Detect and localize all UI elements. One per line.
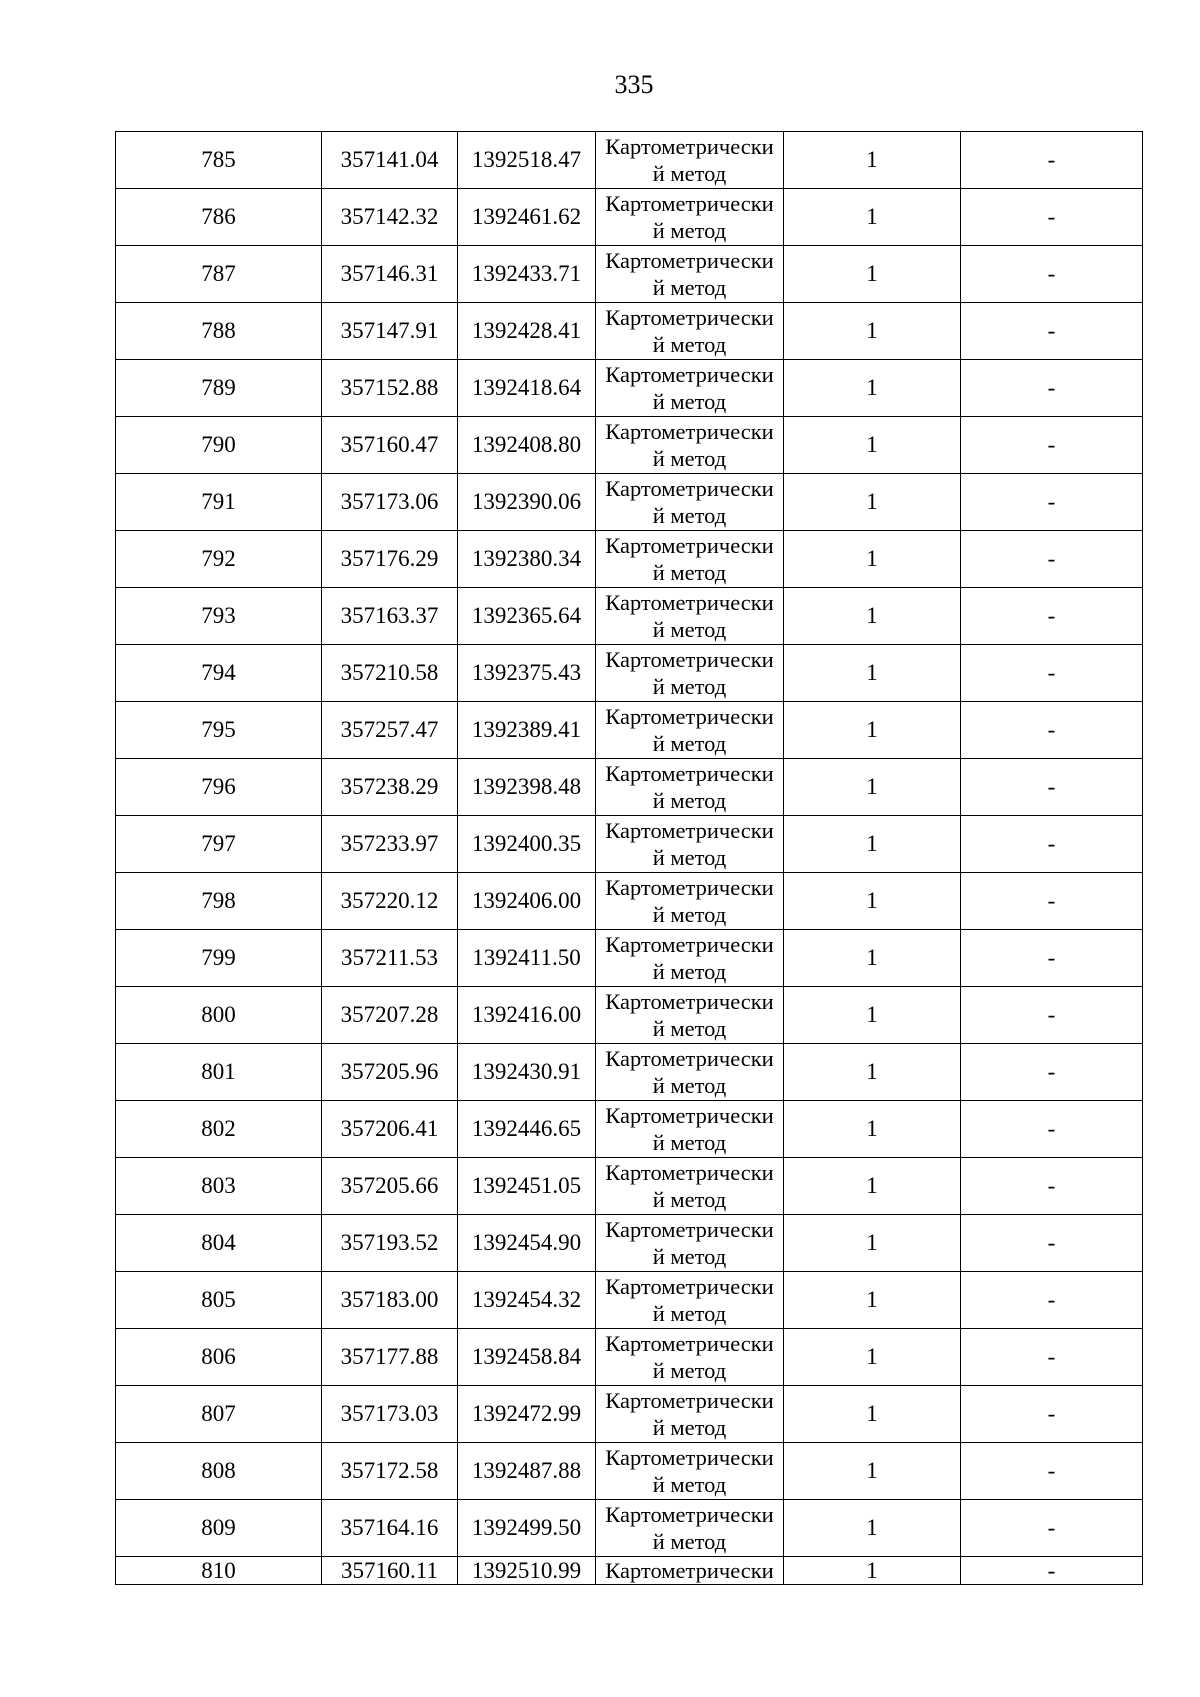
y-coordinate-cell: 1392499.50 xyxy=(458,1500,596,1557)
method-text-line2: й метод xyxy=(652,446,727,471)
method-text-line1: Картометрически xyxy=(605,1558,774,1583)
note-cell: - xyxy=(961,930,1143,987)
note-cell: - xyxy=(961,645,1143,702)
method-cell xyxy=(596,132,784,189)
method-cell xyxy=(596,303,784,360)
x-coordinate-cell: 357211.53 xyxy=(322,930,458,987)
y-coordinate-cell: 1392472.99 xyxy=(458,1386,596,1443)
method-cell xyxy=(596,360,784,417)
note-cell: - xyxy=(961,189,1143,246)
method-text-line1: Картометрически xyxy=(605,704,774,729)
method-text-line2: й метод xyxy=(652,1016,727,1041)
method-cell xyxy=(596,1557,784,1585)
table-row xyxy=(116,987,1143,1044)
point-number-cell: 802 xyxy=(116,1101,322,1158)
point-number-cell: 801 xyxy=(116,1044,322,1101)
note-cell: - xyxy=(961,417,1143,474)
method-cell xyxy=(596,759,784,816)
method-cell xyxy=(596,1101,784,1158)
accuracy-cell: 1 xyxy=(784,588,961,645)
x-coordinate-cell: 357163.37 xyxy=(322,588,458,645)
accuracy-cell: 1 xyxy=(784,930,961,987)
method-text-line2: й метод xyxy=(652,275,727,300)
method-text-line2: й метод xyxy=(652,560,727,585)
point-number-cell: 792 xyxy=(116,531,322,588)
y-coordinate-cell: 1392458.84 xyxy=(458,1329,596,1386)
point-number-cell: 796 xyxy=(116,759,322,816)
x-coordinate-cell: 357173.06 xyxy=(322,474,458,531)
table-row xyxy=(116,759,1143,816)
point-number-cell: 807 xyxy=(116,1386,322,1443)
x-coordinate-cell: 357257.47 xyxy=(322,702,458,759)
method-text-line1: Картометрически xyxy=(605,1217,774,1242)
method-text-line1: Картометрически xyxy=(605,533,774,558)
y-coordinate-cell: 1392518.47 xyxy=(458,132,596,189)
x-coordinate-cell: 357177.88 xyxy=(322,1329,458,1386)
method-text-line1: Картометрически xyxy=(605,989,774,1014)
point-number-cell: 795 xyxy=(116,702,322,759)
x-coordinate-cell: 357238.29 xyxy=(322,759,458,816)
x-coordinate-cell: 357152.88 xyxy=(322,360,458,417)
x-coordinate-cell: 357141.04 xyxy=(322,132,458,189)
x-coordinate-cell: 357207.28 xyxy=(322,987,458,1044)
note-cell: - xyxy=(961,303,1143,360)
method-text-line2: й метод xyxy=(652,161,727,186)
method-text-line2: й метод xyxy=(652,1358,727,1383)
method-cell xyxy=(596,702,784,759)
table-row xyxy=(116,1101,1143,1158)
method-text-line1: Картометрически xyxy=(605,818,774,843)
note-cell: - xyxy=(961,1443,1143,1500)
point-number-cell: 806 xyxy=(116,1329,322,1386)
note-cell: - xyxy=(961,1329,1143,1386)
method-text-line1: Картометрически xyxy=(605,1388,774,1413)
x-coordinate-cell: 357160.11 xyxy=(322,1557,458,1585)
x-coordinate-cell: 357176.29 xyxy=(322,531,458,588)
table-row xyxy=(116,132,1143,189)
method-cell xyxy=(596,1386,784,1443)
x-coordinate-cell: 357172.58 xyxy=(322,1443,458,1500)
note-cell: - xyxy=(961,816,1143,873)
method-text-line1: Картометрически xyxy=(605,1445,774,1470)
method-cell xyxy=(596,417,784,474)
x-coordinate-cell: 357205.96 xyxy=(322,1044,458,1101)
y-coordinate-cell: 1392461.62 xyxy=(458,189,596,246)
x-coordinate-cell: 357160.47 xyxy=(322,417,458,474)
y-coordinate-cell: 1392411.50 xyxy=(458,930,596,987)
method-cell xyxy=(596,588,784,645)
accuracy-cell: 1 xyxy=(784,360,961,417)
method-text-line2: й метод xyxy=(652,389,727,414)
method-text-line1: Картометрически xyxy=(605,1103,774,1128)
point-number-cell: 809 xyxy=(116,1500,322,1557)
table-row xyxy=(116,531,1143,588)
point-number-cell: 797 xyxy=(116,816,322,873)
method-text-line2: й метод xyxy=(652,731,727,756)
accuracy-cell: 1 xyxy=(784,417,961,474)
point-number-cell: 799 xyxy=(116,930,322,987)
y-coordinate-cell: 1392406.00 xyxy=(458,873,596,930)
point-number-cell: 788 xyxy=(116,303,322,360)
method-text-line1: Картометрически xyxy=(605,1160,774,1185)
accuracy-cell: 1 xyxy=(784,1158,961,1215)
point-number-cell: 804 xyxy=(116,1215,322,1272)
method-text-line1: Картометрически xyxy=(605,1331,774,1356)
method-text-line2: й метод xyxy=(652,1529,727,1554)
point-number-cell: 791 xyxy=(116,474,322,531)
table-row xyxy=(116,1044,1143,1101)
x-coordinate-cell: 357164.16 xyxy=(322,1500,458,1557)
y-coordinate-cell: 1392375.43 xyxy=(458,645,596,702)
method-text-line2: й метод xyxy=(652,1244,727,1269)
note-cell: - xyxy=(961,1272,1143,1329)
method-text-line1: Картометрически xyxy=(605,1046,774,1071)
method-text-line2: й метод xyxy=(652,959,727,984)
point-number-cell: 798 xyxy=(116,873,322,930)
method-cell xyxy=(596,816,784,873)
accuracy-cell: 1 xyxy=(784,1500,961,1557)
note-cell: - xyxy=(961,531,1143,588)
method-text-line2: й метод xyxy=(652,902,727,927)
accuracy-cell: 1 xyxy=(784,1272,961,1329)
method-cell xyxy=(596,1044,784,1101)
method-text-line2: й метод xyxy=(652,1415,727,1440)
point-number-cell: 786 xyxy=(116,189,322,246)
note-cell: - xyxy=(961,873,1143,930)
table-row xyxy=(116,246,1143,303)
note-cell: - xyxy=(961,1044,1143,1101)
method-text-line1: Картометрически xyxy=(605,647,774,672)
y-coordinate-cell: 1392398.48 xyxy=(458,759,596,816)
note-cell: - xyxy=(961,360,1143,417)
table-row xyxy=(116,702,1143,759)
x-coordinate-cell: 357142.32 xyxy=(322,189,458,246)
method-cell xyxy=(596,1500,784,1557)
method-cell xyxy=(596,645,784,702)
table-row xyxy=(116,417,1143,474)
method-cell xyxy=(596,246,784,303)
accuracy-cell: 1 xyxy=(784,1386,961,1443)
accuracy-cell: 1 xyxy=(784,1101,961,1158)
y-coordinate-cell: 1392430.91 xyxy=(458,1044,596,1101)
accuracy-cell: 1 xyxy=(784,1443,961,1500)
y-coordinate-cell: 1392454.90 xyxy=(458,1215,596,1272)
point-number-cell: 794 xyxy=(116,645,322,702)
method-cell xyxy=(596,873,784,930)
method-cell xyxy=(596,987,784,1044)
y-coordinate-cell: 1392446.65 xyxy=(458,1101,596,1158)
method-text-line2: й метод xyxy=(652,332,727,357)
note-cell: - xyxy=(961,987,1143,1044)
accuracy-cell: 1 xyxy=(784,246,961,303)
y-coordinate-cell: 1392454.32 xyxy=(458,1272,596,1329)
x-coordinate-cell: 357220.12 xyxy=(322,873,458,930)
method-text-line1: Картометрически xyxy=(605,248,774,273)
method-text-line1: Картометрически xyxy=(605,761,774,786)
x-coordinate-cell: 357146.31 xyxy=(322,246,458,303)
note-cell: - xyxy=(961,1101,1143,1158)
x-coordinate-cell: 357193.52 xyxy=(322,1215,458,1272)
table-row xyxy=(116,1215,1143,1272)
method-text-line2: й метод xyxy=(652,1187,727,1212)
method-text-line1: Картометрически xyxy=(605,1274,774,1299)
y-coordinate-cell: 1392408.80 xyxy=(458,417,596,474)
method-text-line2: й метод xyxy=(652,1130,727,1155)
method-text-line2: й метод xyxy=(652,1073,727,1098)
point-number-cell: 803 xyxy=(116,1158,322,1215)
point-number-cell: 789 xyxy=(116,360,322,417)
y-coordinate-cell: 1392418.64 xyxy=(458,360,596,417)
method-cell xyxy=(596,1215,784,1272)
method-cell xyxy=(596,930,784,987)
point-number-cell: 810 xyxy=(116,1557,322,1585)
note-cell: - xyxy=(961,474,1143,531)
accuracy-cell: 1 xyxy=(784,531,961,588)
method-cell xyxy=(596,474,784,531)
coordinates-table-body xyxy=(116,132,1143,1585)
method-text-line2: й метод xyxy=(652,1301,727,1326)
method-cell xyxy=(596,1443,784,1500)
y-coordinate-cell: 1392400.35 xyxy=(458,816,596,873)
x-coordinate-cell: 357173.03 xyxy=(322,1386,458,1443)
x-coordinate-cell: 357206.41 xyxy=(322,1101,458,1158)
table-row xyxy=(116,588,1143,645)
table-row xyxy=(116,189,1143,246)
point-number-cell: 785 xyxy=(116,132,322,189)
accuracy-cell: 1 xyxy=(784,645,961,702)
method-text-line2: й метод xyxy=(652,1472,727,1497)
note-cell: - xyxy=(961,1215,1143,1272)
table-row xyxy=(116,303,1143,360)
table-row xyxy=(116,930,1143,987)
y-coordinate-cell: 1392389.41 xyxy=(458,702,596,759)
x-coordinate-cell: 357210.58 xyxy=(322,645,458,702)
method-text-line1: Картометрически xyxy=(605,875,774,900)
method-text-line2: й метод xyxy=(652,674,727,699)
note-cell: - xyxy=(961,132,1143,189)
point-number-cell: 790 xyxy=(116,417,322,474)
note-cell: - xyxy=(961,1158,1143,1215)
accuracy-cell: 1 xyxy=(784,1557,961,1585)
method-text-line1: Картометрически xyxy=(605,134,774,159)
method-cell xyxy=(596,1272,784,1329)
table-row xyxy=(116,1557,1143,1585)
method-text-line1: Картометрически xyxy=(605,932,774,957)
note-cell: - xyxy=(961,588,1143,645)
method-text-line2: й метод xyxy=(652,845,727,870)
accuracy-cell: 1 xyxy=(784,303,961,360)
y-coordinate-cell: 1392365.64 xyxy=(458,588,596,645)
method-text-line2: й метод xyxy=(652,617,727,642)
method-text-line1: Картометрически xyxy=(605,476,774,501)
table-row xyxy=(116,645,1143,702)
table-row xyxy=(116,1500,1143,1557)
note-cell: - xyxy=(961,1500,1143,1557)
note-cell: - xyxy=(961,702,1143,759)
y-coordinate-cell: 1392451.05 xyxy=(458,1158,596,1215)
table-row xyxy=(116,1443,1143,1500)
point-number-cell: 808 xyxy=(116,1443,322,1500)
method-text-line1: Картометрически xyxy=(605,1502,774,1527)
method-cell xyxy=(596,189,784,246)
method-text-line1: Картометрически xyxy=(605,362,774,387)
accuracy-cell: 1 xyxy=(784,1215,961,1272)
y-coordinate-cell: 1392416.00 xyxy=(458,987,596,1044)
x-coordinate-cell: 357147.91 xyxy=(322,303,458,360)
point-number-cell: 805 xyxy=(116,1272,322,1329)
note-cell: - xyxy=(961,759,1143,816)
accuracy-cell: 1 xyxy=(784,759,961,816)
method-text-line1: Картометрически xyxy=(605,191,774,216)
method-text-line1: Картометрически xyxy=(605,419,774,444)
accuracy-cell: 1 xyxy=(784,1044,961,1101)
method-text-line1: Картометрически xyxy=(605,305,774,330)
accuracy-cell: 1 xyxy=(784,987,961,1044)
coordinates-table xyxy=(115,131,1143,1585)
method-text-line2: й метод xyxy=(652,503,727,528)
y-coordinate-cell: 1392433.71 xyxy=(458,246,596,303)
point-number-cell: 793 xyxy=(116,588,322,645)
table-row xyxy=(116,1272,1143,1329)
table-row xyxy=(116,1386,1143,1443)
table-row xyxy=(116,360,1143,417)
accuracy-cell: 1 xyxy=(784,816,961,873)
table-row xyxy=(116,474,1143,531)
x-coordinate-cell: 357183.00 xyxy=(322,1272,458,1329)
table-row xyxy=(116,816,1143,873)
point-number-cell: 800 xyxy=(116,987,322,1044)
table-row xyxy=(116,1158,1143,1215)
y-coordinate-cell: 1392487.88 xyxy=(458,1443,596,1500)
accuracy-cell: 1 xyxy=(784,873,961,930)
method-cell xyxy=(596,1158,784,1215)
page-number: 335 xyxy=(614,70,654,99)
x-coordinate-cell: 357205.66 xyxy=(322,1158,458,1215)
accuracy-cell: 1 xyxy=(784,132,961,189)
accuracy-cell: 1 xyxy=(784,474,961,531)
method-cell xyxy=(596,1329,784,1386)
y-coordinate-cell: 1392428.41 xyxy=(458,303,596,360)
method-text-line1: Картометрически xyxy=(605,590,774,615)
note-cell: - xyxy=(961,1386,1143,1443)
method-cell xyxy=(596,531,784,588)
accuracy-cell: 1 xyxy=(784,189,961,246)
y-coordinate-cell: 1392390.06 xyxy=(458,474,596,531)
table-row xyxy=(116,873,1143,930)
accuracy-cell: 1 xyxy=(784,1329,961,1386)
accuracy-cell: 1 xyxy=(784,702,961,759)
note-cell: - xyxy=(961,246,1143,303)
x-coordinate-cell: 357233.97 xyxy=(322,816,458,873)
y-coordinate-cell: 1392510.99 xyxy=(458,1557,596,1585)
point-number-cell: 787 xyxy=(116,246,322,303)
method-text-line2: й метод xyxy=(652,788,727,813)
note-cell: - xyxy=(961,1557,1143,1585)
y-coordinate-cell: 1392380.34 xyxy=(458,531,596,588)
table-row xyxy=(116,1329,1143,1386)
method-text-line2: й метод xyxy=(652,218,727,243)
